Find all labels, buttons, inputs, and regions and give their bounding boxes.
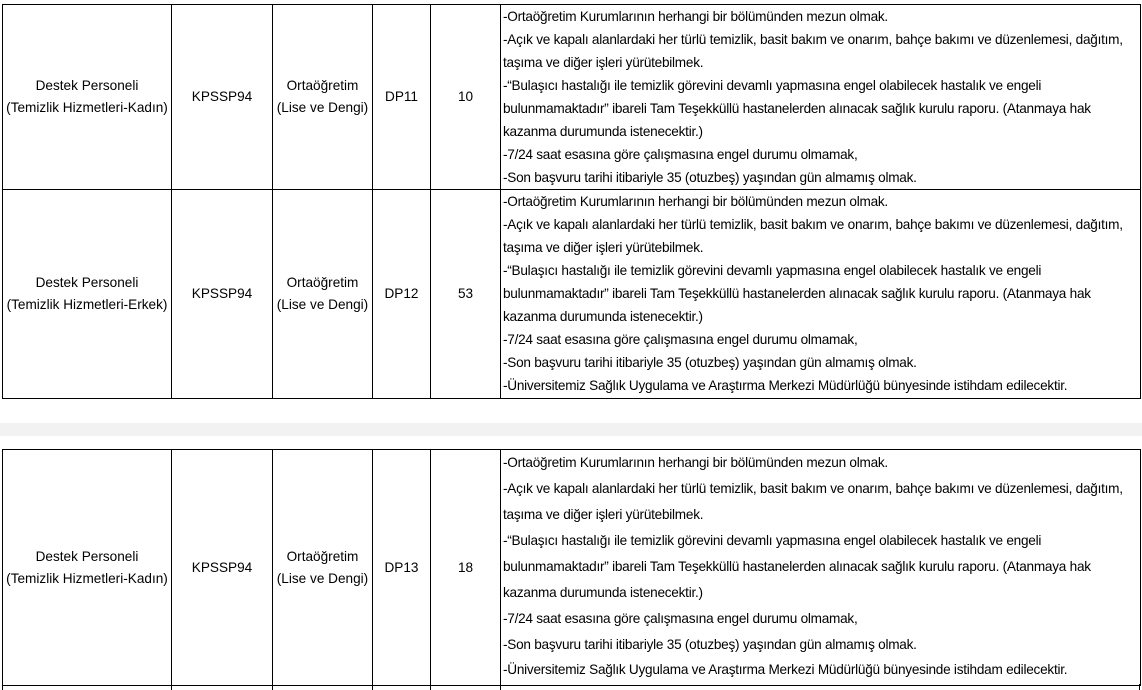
requirement-line: -Açık ve kapalı alanlardaki her türlü temizlik, basit bakım ve onarım, bahçe bakımı ve düzenlemesi, dağıtım, bbox=[503, 217, 1123, 232]
education-detail: (Lise ve Dengi) bbox=[276, 570, 369, 586]
requirement-line: -“Bulaşıcı hastalığı ile temizlik görevini devamlı yapmasına engel olabilecek hastalık ve engeli bbox=[503, 263, 1042, 278]
position-count-cell: 10 bbox=[431, 5, 501, 190]
next-row-border bbox=[430, 684, 431, 690]
table-row bbox=[3, 190, 1141, 399]
position-detail: (Temizlik Hizmetleri-Erkek) bbox=[6, 297, 168, 312]
requirement-line: kazanma durumunda istenecektir.) bbox=[503, 309, 703, 324]
next-row-border bbox=[1139, 684, 1140, 690]
position-code-cell: DP11 bbox=[373, 5, 431, 190]
position-title: Destek Personeli bbox=[35, 275, 139, 290]
table-row bbox=[3, 5, 1141, 190]
requirement-line: kazanma durumunda istenecektir.) bbox=[503, 585, 703, 600]
requirement-line: -7/24 saat esasına göre çalışmasına engel durumu olmamak, bbox=[503, 332, 858, 347]
kpss-cell: KPSSP94 bbox=[172, 5, 273, 190]
requirement-line: -Üniversitemiz Sağlık Uygulama ve Araştırma Merkezi Müdürlüğü bünyesinde istihdam edilecektir. bbox=[503, 662, 1068, 677]
education-level: Ortaöğretim bbox=[286, 548, 359, 564]
requirement-line: -Ortaöğretim Kurumlarının herhangi bir bölümünden mezun olmak. bbox=[503, 9, 888, 24]
position-count-cell: 18 bbox=[431, 450, 501, 686]
position-count-cell: 53 bbox=[431, 190, 501, 399]
requirement-line: -Ortaöğretim Kurumlarının herhangi bir bölümünden mezun olmak. bbox=[503, 455, 888, 470]
next-row-border bbox=[171, 684, 172, 690]
page-separator bbox=[0, 423, 1142, 436]
next-row-border bbox=[2, 684, 3, 690]
requirement-line: bulunmamaktadır” ibareli Tam Teşekküllü hastanelerden alınacak sağlık kurulu raporu. (Atanmaya hak bbox=[503, 101, 1091, 116]
positions-table-bottom bbox=[2, 449, 1141, 686]
education-cell bbox=[273, 450, 373, 686]
requirements-cell bbox=[501, 190, 1141, 399]
education-level: Ortaöğretim bbox=[286, 275, 359, 290]
position-title: Destek Personeli bbox=[35, 78, 139, 93]
positions-table-top bbox=[2, 4, 1141, 399]
requirement-line: -“Bulaşıcı hastalığı ile temizlik görevini devamlı yapmasına engel olabilecek hastalık ve engeli bbox=[503, 533, 1042, 548]
position-detail: (Temizlik Hizmetleri-Kadın) bbox=[6, 570, 168, 586]
kpss-cell: KPSSP94 bbox=[172, 190, 273, 399]
next-row-border bbox=[500, 684, 501, 690]
requirement-line: -Üniversitemiz Sağlık Uygulama ve Araştırma Merkezi Müdürlüğü bünyesinde istihdam edilecektir. bbox=[503, 378, 1068, 393]
requirement-line: -“Bulaşıcı hastalığı ile temizlik görevini devamlı yapmasına engel olabilecek hastalık ve engeli bbox=[503, 78, 1042, 93]
requirement-line: -7/24 saat esasına göre çalışmasına engel durumu olmamak, bbox=[503, 147, 858, 162]
requirement-line: bulunmamaktadır” ibareli Tam Teşekküllü hastanelerden alınacak sağlık kurulu raporu. (Atanmaya hak bbox=[503, 559, 1091, 574]
requirement-line: -Son başvuru tarihi itibariyle 35 (otuzbeş) yaşından gün almamış olmak. bbox=[503, 170, 917, 185]
requirement-line: -Açık ve kapalı alanlardaki her türlü temizlik, basit bakım ve onarım, bahçe bakımı ve düzenlemesi, dağıtım, bbox=[503, 481, 1123, 496]
education-detail: (Lise ve Dengi) bbox=[276, 297, 369, 312]
requirements-cell bbox=[501, 450, 1141, 686]
education-level: Ortaöğretim bbox=[286, 78, 359, 93]
position-title: Destek Personeli bbox=[35, 548, 139, 564]
position-cell bbox=[3, 450, 172, 686]
table-row bbox=[3, 450, 1141, 686]
requirement-line: taşıma ve diğer işleri yürütebilmek. bbox=[503, 507, 704, 522]
education-cell bbox=[273, 5, 373, 190]
position-cell bbox=[3, 5, 172, 190]
requirement-line: -Son başvuru tarihi itibariyle 35 (otuzbeş) yaşından gün almamış olmak. bbox=[503, 637, 917, 652]
requirement-line: -Son başvuru tarihi itibariyle 35 (otuzbeş) yaşından gün almamış olmak. bbox=[503, 355, 917, 370]
requirement-line: -Açık ve kapalı alanlardaki her türlü temizlik, basit bakım ve onarım, bahçe bakımı ve düzenlemesi, dağıtım, bbox=[503, 32, 1123, 47]
requirement-line: kazanma durumunda istenecektir.) bbox=[503, 124, 703, 139]
position-cell bbox=[3, 190, 172, 399]
requirement-line: -7/24 saat esasına göre çalışmasına engel durumu olmamak, bbox=[503, 611, 858, 626]
requirement-line: -Ortaöğretim Kurumlarının herhangi bir bölümünden mezun olmak. bbox=[503, 194, 888, 209]
requirement-line: taşıma ve diğer işleri yürütebilmek. bbox=[503, 55, 704, 70]
requirement-line: bulunmamaktadır” ibareli Tam Teşekküllü hastanelerden alınacak sağlık kurulu raporu. (Atanmaya hak bbox=[503, 286, 1091, 301]
kpss-cell: KPSSP94 bbox=[172, 450, 273, 686]
education-cell bbox=[273, 190, 373, 399]
next-row-border bbox=[272, 684, 273, 690]
position-detail: (Temizlik Hizmetleri-Kadın) bbox=[6, 100, 168, 115]
position-code-cell: DP12 bbox=[373, 190, 431, 399]
position-code-cell: DP13 bbox=[373, 450, 431, 686]
next-row-border bbox=[372, 684, 373, 690]
requirements-cell bbox=[501, 5, 1141, 190]
requirement-line: taşıma ve diğer işleri yürütebilmek. bbox=[503, 240, 704, 255]
education-detail: (Lise ve Dengi) bbox=[276, 100, 369, 115]
